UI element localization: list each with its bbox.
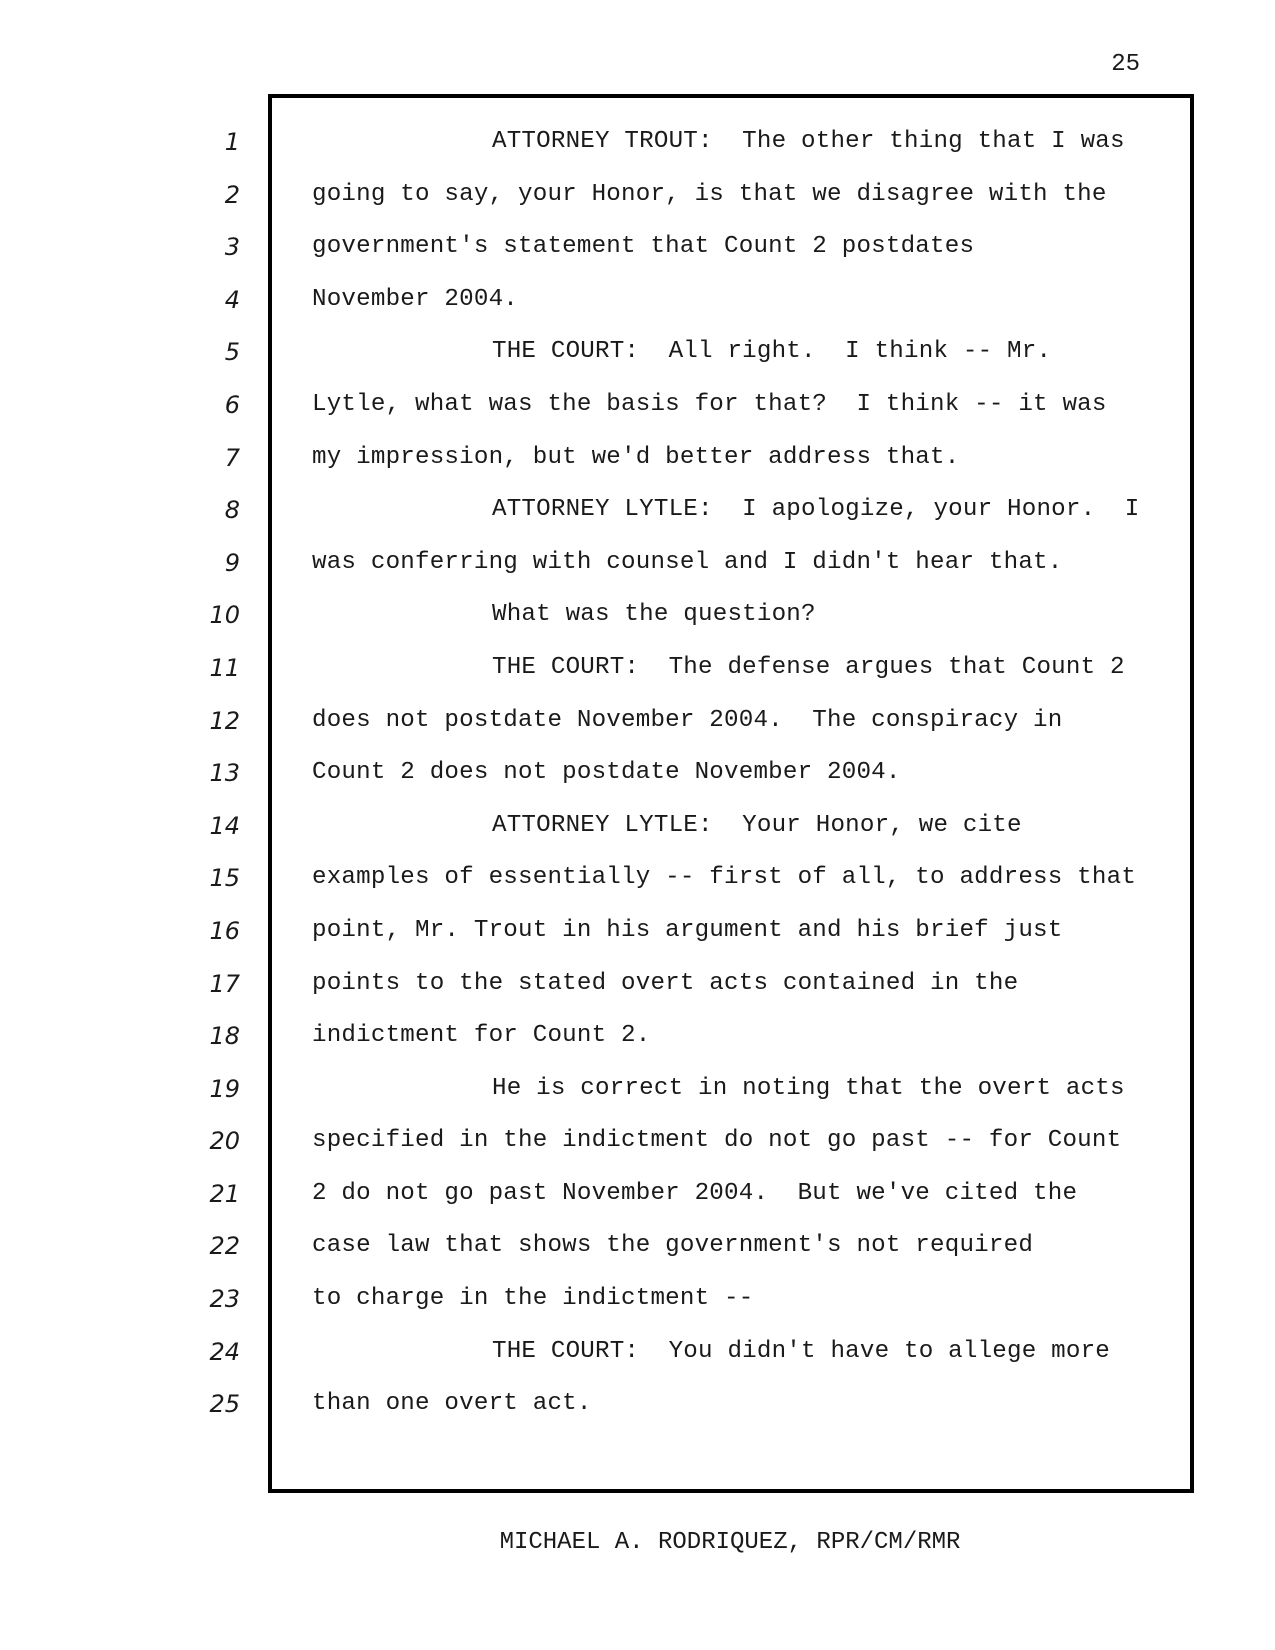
- line-number: 21: [209, 1179, 240, 1208]
- line-number: 10: [209, 601, 240, 630]
- line-number: 17: [209, 969, 240, 998]
- transcript-line: ATTORNEY LYTLE: Your Honor, we cite: [492, 811, 1022, 839]
- line-number: 11: [209, 653, 240, 682]
- transcript-line: ATTORNEY TROUT: The other thing that I was: [492, 128, 1125, 155]
- transcript-line: Count 2 does not postdate November 2004.: [312, 759, 901, 787]
- transcript-line: my impression, but we'd better address that.: [312, 443, 960, 471]
- transcript-line: THE COURT: All right. I think -- Mr.: [492, 338, 1052, 366]
- transcript-line: He is correct in noting that the overt acts: [492, 1074, 1125, 1102]
- transcript-body: [312, 122, 1182, 1437]
- line-number-column: [160, 122, 240, 1437]
- transcript-line: was conferring with counsel and I didn't hear that.: [312, 548, 1063, 576]
- court-reporter-footer: MICHAEL A. RODRIQUEZ, RPR/CM/RMR: [499, 1529, 961, 1556]
- transcript-line: case law that shows the government's not required: [312, 1232, 1034, 1260]
- line-number: 14: [209, 811, 240, 840]
- line-number: 2: [224, 180, 240, 209]
- transcript-line: points to the stated overt acts contained in the: [312, 969, 1019, 997]
- line-number: 22: [209, 1232, 240, 1261]
- transcript-line: than one overt act.: [312, 1390, 592, 1418]
- line-number: 12: [209, 706, 240, 735]
- line-number: 19: [209, 1074, 240, 1103]
- line-number: 20: [209, 1127, 240, 1156]
- transcript-line: November 2004.: [312, 285, 519, 313]
- line-number: 3: [224, 233, 240, 262]
- line-number: 9: [224, 548, 240, 577]
- line-number: 25: [209, 1390, 240, 1419]
- line-number: 8: [224, 496, 240, 525]
- line-number: 7: [224, 443, 240, 472]
- line-number: 24: [209, 1337, 240, 1366]
- line-number: 1: [224, 128, 240, 156]
- line-number: 16: [209, 916, 240, 945]
- line-number: 5: [224, 338, 240, 367]
- transcript-line: THE COURT: You didn't have to allege more: [492, 1337, 1111, 1365]
- transcript-line: specified in the indictment do not go past -- for Count: [312, 1127, 1122, 1155]
- line-number: 18: [209, 1022, 240, 1051]
- transcript-line: point, Mr. Trout in his argument and his brief just: [312, 916, 1063, 944]
- line-number: 4: [224, 285, 240, 314]
- transcript-line: Lytle, what was the basis for that? I think -- it was: [312, 390, 1107, 418]
- line-number: 13: [209, 759, 240, 788]
- transcript-line: THE COURT: The defense argues that Count 2: [492, 653, 1125, 681]
- transcript-line: What was the question?: [492, 601, 816, 629]
- transcript-line: ATTORNEY LYTLE: I apologize, your Honor. I: [492, 496, 1140, 524]
- line-number: 6: [224, 390, 240, 419]
- transcript-line: to charge in the indictment --: [312, 1285, 754, 1313]
- transcript-line: going to say, your Honor, is that we disagree with the: [312, 180, 1107, 208]
- transcript-line: indictment for Count 2.: [312, 1022, 651, 1050]
- transcript-line: examples of essentially -- first of all, to address that: [312, 864, 1137, 892]
- line-number: 23: [209, 1285, 240, 1314]
- transcript-line: 2 do not go past November 2004. But we've cited the: [312, 1179, 1078, 1207]
- line-number: 15: [209, 864, 240, 893]
- transcript-line: does not postdate November 2004. The conspiracy in: [312, 706, 1063, 734]
- transcript-line: government's statement that Count 2 postdates: [312, 233, 975, 261]
- page-number: 25: [1111, 51, 1140, 78]
